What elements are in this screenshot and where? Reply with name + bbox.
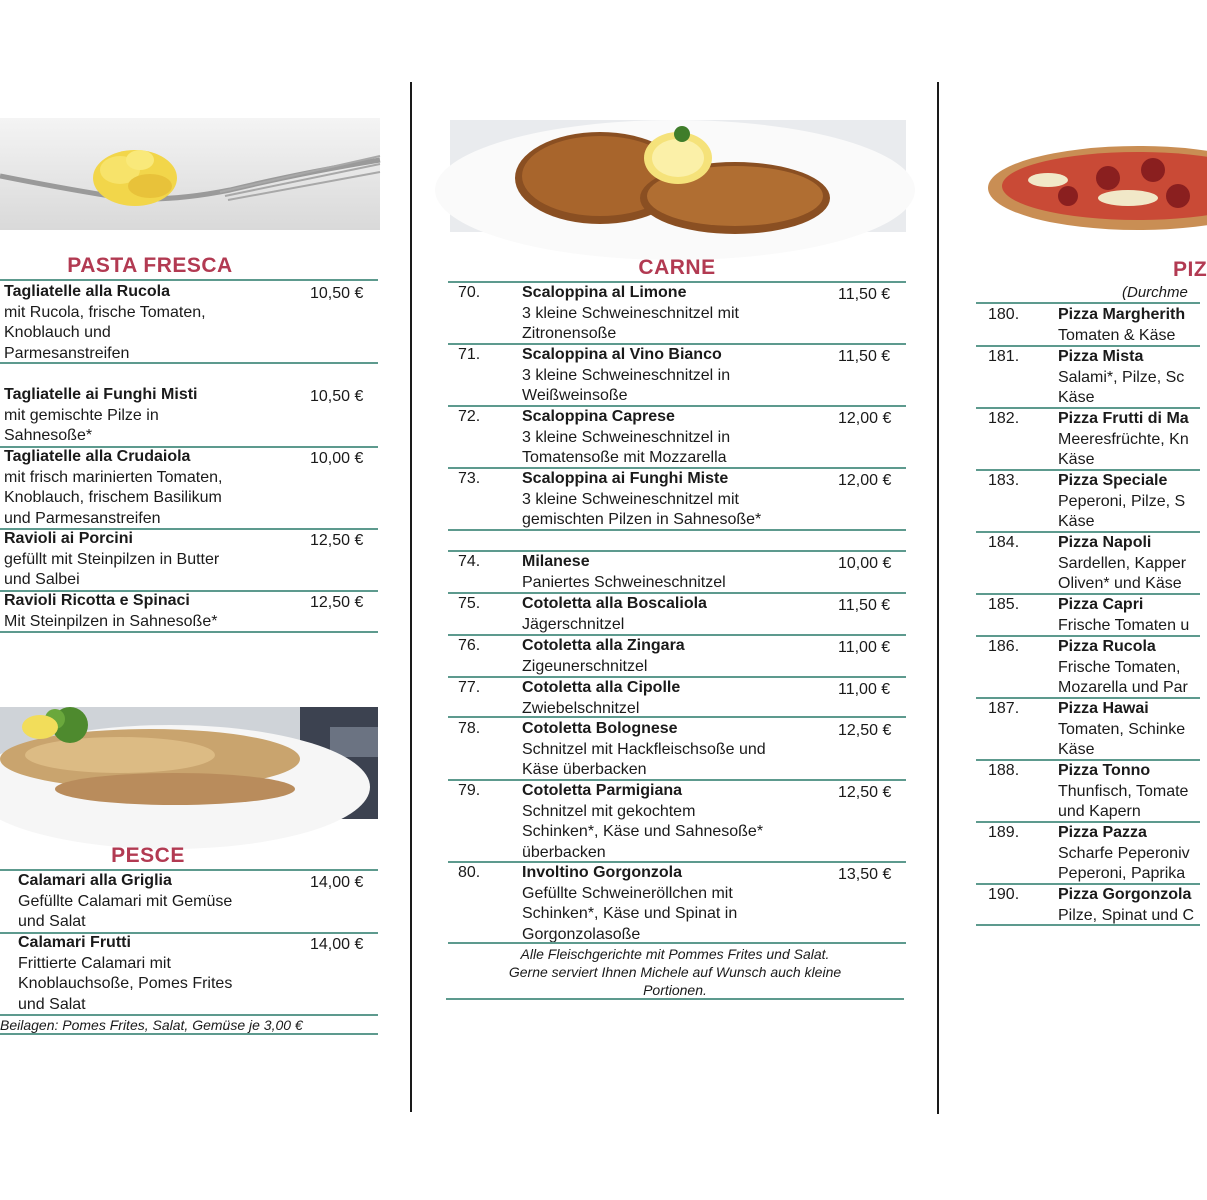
item-desc: 3 kleine Schweineschnitzel in (522, 428, 731, 446)
item-price: 11,50 € (838, 286, 891, 303)
item-name: Milanese (522, 553, 590, 570)
item-number: 71. (458, 346, 481, 363)
item-name: Calamari alla Griglia (18, 872, 172, 889)
item-desc: Schnitzel mit Hackfleischsoße und (522, 740, 766, 758)
menu-item-tagliatelle-crudaiola (4, 447, 222, 529)
item-desc: Sardellen, Kapper (1058, 554, 1187, 572)
item-desc: Tomatensoße mit Mozzarella (522, 449, 727, 466)
item-desc: Knoblauchsoße, Pomes Frites (18, 975, 233, 992)
item-desc: überbacken (522, 843, 606, 861)
item-desc: Knoblauch, frischem Basilikum (4, 489, 222, 506)
item-desc: mit gemischte Pilze in (4, 406, 159, 424)
item-number: 77. (458, 679, 481, 696)
divider (976, 924, 1200, 926)
schnitzel-photo (450, 120, 906, 232)
item-desc: und Salbei (4, 571, 80, 588)
divider (448, 550, 906, 552)
item-desc: und Salat (18, 913, 86, 930)
item-number: 73. (458, 470, 481, 487)
item-desc: Scharfe Peperoniv (1058, 844, 1190, 862)
menu-item-tagliatelle-funghi (4, 385, 198, 447)
item-number: 70. (458, 284, 481, 301)
item-desc: Frittierte Calamari mit (18, 954, 171, 972)
item-name: Pizza Margherith (1058, 306, 1186, 323)
item-number: 187. (988, 700, 1020, 717)
item-desc: Käse (1058, 741, 1095, 758)
section-title-pesce: PESCE (111, 844, 185, 867)
side-dishes-note: Beilagen: Pomes Frites, Salat, Gemüse je 3,00 € (0, 1017, 303, 1033)
item-name: Pizza Speciale (1058, 472, 1168, 489)
section-title-pizza: PIZ (1173, 258, 1207, 281)
item-name: Scaloppina ai Funghi Miste (522, 470, 729, 487)
item-number: 190. (988, 886, 1020, 903)
item-number: 186. (988, 638, 1020, 655)
divider (448, 942, 906, 944)
item-number: 78. (458, 720, 481, 737)
item-desc: Jägerschnitzel (522, 615, 625, 633)
item-desc: und Kapern (1058, 803, 1141, 820)
item-price: 14,00 € (310, 936, 364, 953)
item-desc: gefüllt mit Steinpilzen in Butter (4, 550, 220, 568)
menu-item (522, 781, 763, 863)
item-name: Scaloppina al Limone (522, 284, 687, 301)
item-desc: mit frisch marinierten Tomaten, (4, 468, 223, 486)
menu-item-calamari-frutti (18, 933, 232, 1015)
item-desc: Schinken*, Käse und Spinat in (522, 905, 738, 922)
item-desc: Käse (1058, 389, 1095, 406)
item-name: Pizza Capri (1058, 596, 1144, 613)
item-number: 181. (988, 348, 1020, 365)
item-name: Ravioli Ricotta e Spinaci (4, 592, 190, 609)
menu-item (522, 552, 726, 593)
menu-item-calamari-griglia (18, 871, 232, 933)
pizza-photo (988, 118, 1200, 234)
item-desc: Mit Steinpilzen in Sahnesoße* (4, 612, 218, 630)
item-name: Tagliatelle alla Rucola (4, 283, 170, 300)
item-number: 79. (458, 782, 481, 799)
note-line: Portionen. (643, 982, 707, 998)
item-desc: Mozarella und Par (1058, 679, 1188, 696)
item-desc: Frische Tomaten u (1058, 616, 1190, 634)
menu-item (522, 636, 685, 677)
item-desc: Thunfisch, Tomate (1058, 782, 1189, 800)
item-desc: Peperoni, Paprika (1058, 865, 1186, 882)
item-price: 10,00 € (838, 555, 892, 572)
item-number: 74. (458, 553, 481, 570)
item-desc: 3 kleine Schweineschnitzel mit (522, 490, 739, 508)
menu-item (1058, 347, 1184, 409)
pasta-photo (0, 118, 380, 230)
divider (446, 998, 904, 1000)
item-desc: Käse (1058, 451, 1095, 468)
item-desc: Oliven* und Käse (1058, 575, 1182, 592)
menu-item (1058, 533, 1186, 595)
item-desc: Sahnesoße* (4, 427, 93, 444)
menu-item (1058, 471, 1185, 533)
item-number: 180. (988, 306, 1020, 323)
item-price: 12,00 € (838, 472, 892, 489)
item-name: Ravioli ai Porcini (4, 530, 133, 547)
item-price: 12,00 € (838, 410, 892, 427)
menu-item (1058, 595, 1189, 636)
item-number: 183. (988, 472, 1020, 489)
item-desc: 3 kleine Schweineschnitzel in (522, 366, 731, 384)
item-desc: und Parmesanstreifen (4, 509, 161, 527)
item-name: Pizza Gorgonzola (1058, 886, 1192, 903)
item-desc: Paniertes Schweineschnitzel (522, 573, 726, 591)
item-desc: Pilze, Spinat und C (1058, 906, 1195, 924)
item-price: 12,50 € (838, 784, 892, 801)
item-name: Scaloppina al Vino Bianco (522, 346, 722, 363)
item-desc: Zitronensoße (522, 325, 617, 342)
note-line: Alle Fleischgerichte mit Pommes Frites und Salat. (520, 946, 830, 962)
item-number: 188. (988, 762, 1020, 779)
item-desc: Gefüllte Calamari mit Gemüse (18, 892, 233, 910)
item-desc: Tomaten, Schinke (1058, 720, 1186, 738)
item-number: 184. (988, 534, 1020, 551)
fish-photo (0, 707, 378, 819)
menu-item-ravioli-porcini (4, 529, 219, 591)
section-title-carne: CARNE (638, 256, 716, 279)
menu-item (522, 719, 766, 781)
item-name: Pizza Hawai (1058, 700, 1149, 717)
item-name: Cotoletta alla Boscaliola (522, 595, 707, 612)
menu-item (1058, 409, 1189, 471)
item-name: Tagliatelle ai Funghi Misti (4, 386, 198, 403)
section-title-pasta: PASTA FRESCA (67, 254, 233, 277)
item-desc: Käse (1058, 513, 1095, 530)
item-desc: Käse überbacken (522, 761, 647, 778)
menu-item (1058, 305, 1185, 346)
item-desc: 3 kleine Schweineschnitzel mit (522, 304, 739, 322)
menu-item (1058, 885, 1194, 926)
item-price: 12,50 € (838, 722, 892, 739)
item-desc: Peperoni, Pilze, S (1058, 492, 1186, 510)
item-desc: Schnitzel mit gekochtem (522, 802, 696, 820)
item-price: 12,50 € (310, 532, 364, 549)
item-number: 75. (458, 595, 481, 612)
item-name: Cotoletta Parmigiana (522, 782, 683, 799)
item-price: 12,50 € (310, 594, 364, 611)
divider (976, 302, 1200, 304)
item-desc: Meeresfrüchte, Kn (1058, 430, 1189, 448)
meat-dishes-note (446, 945, 904, 999)
item-price: 11,00 € (838, 681, 891, 698)
divider (448, 716, 906, 718)
item-price: 10,00 € (310, 450, 364, 467)
menu-item (1058, 823, 1190, 885)
item-name: Cotoletta alla Zingara (522, 637, 685, 654)
item-name: Scaloppina Caprese (522, 408, 675, 425)
menu-item (1058, 637, 1188, 699)
fold-line-left (410, 82, 412, 1112)
menu-item (522, 345, 730, 407)
item-number: 80. (458, 864, 481, 881)
menu-item (522, 407, 730, 469)
item-desc: und Salat (18, 995, 86, 1013)
divider (0, 362, 378, 364)
item-name: Pizza Pazza (1058, 824, 1147, 841)
item-name: Involtino Gorgonzola (522, 864, 682, 881)
pizza-size-subtitle: (Durchme (1122, 284, 1188, 301)
divider (0, 279, 378, 281)
menu-item (1058, 761, 1188, 823)
item-name: Calamari Frutti (18, 934, 131, 951)
item-name: Pizza Frutti di Ma (1058, 410, 1189, 427)
item-name: Tagliatelle alla Crudaiola (4, 448, 191, 465)
item-price: 11,00 € (838, 639, 891, 656)
menu-item (522, 469, 761, 531)
menu-item (522, 678, 680, 719)
item-price: 13,50 € (838, 866, 892, 883)
menu-item (522, 863, 737, 945)
item-desc: Zwiebelschnitzel (522, 699, 640, 717)
divider (0, 1033, 378, 1035)
item-name: Pizza Napoli (1058, 534, 1152, 551)
item-number: 185. (988, 596, 1020, 613)
fold-line-right (937, 82, 939, 1114)
item-desc: mit Rucola, frische Tomaten, (4, 303, 206, 321)
menu-item (1058, 699, 1185, 761)
divider (448, 529, 906, 531)
item-name: Cotoletta alla Cipolle (522, 679, 681, 696)
item-name: Pizza Rucola (1058, 638, 1156, 655)
item-number: 189. (988, 824, 1020, 841)
divider (0, 631, 378, 633)
item-price: 10,50 € (310, 388, 364, 405)
item-name: Cotoletta Bolognese (522, 720, 678, 737)
note-line: Gerne serviert Ihnen Michele auf Wunsch auch kleine (508, 964, 842, 980)
item-desc: Schinken*, Käse und Sahnesoße* (522, 823, 764, 840)
item-desc: Knoblauch und (4, 324, 111, 341)
menu-item-ravioli-ricotta (4, 591, 217, 632)
item-number: 72. (458, 408, 481, 425)
item-desc: Gefüllte Schweineröllchen mit (522, 884, 733, 902)
item-desc: gemischten Pilzen in Sahnesoße* (522, 511, 762, 528)
item-number: 182. (988, 410, 1020, 427)
item-price: 14,00 € (310, 874, 364, 891)
item-desc: Zigeunerschnitzel (522, 657, 648, 675)
item-price: 11,50 € (838, 348, 891, 365)
item-desc: Salami*, Pilze, Sc (1058, 368, 1185, 386)
item-desc: Gorgonzolasoße (522, 925, 641, 943)
menu-item (522, 283, 739, 345)
item-desc: Frische Tomaten, (1058, 658, 1181, 676)
item-desc: Tomaten & Käse (1058, 326, 1176, 344)
menu-item (522, 594, 707, 635)
menu-item-tagliatelle-rucola (4, 282, 206, 364)
item-name: Pizza Tonno (1058, 762, 1151, 779)
item-price: 10,50 € (310, 285, 364, 302)
item-name: Pizza Mista (1058, 348, 1144, 365)
item-desc: Weißweinsoße (522, 387, 628, 404)
item-desc: Parmesanstreifen (4, 344, 130, 362)
item-price: 11,50 € (838, 597, 891, 614)
item-number: 76. (458, 637, 481, 654)
